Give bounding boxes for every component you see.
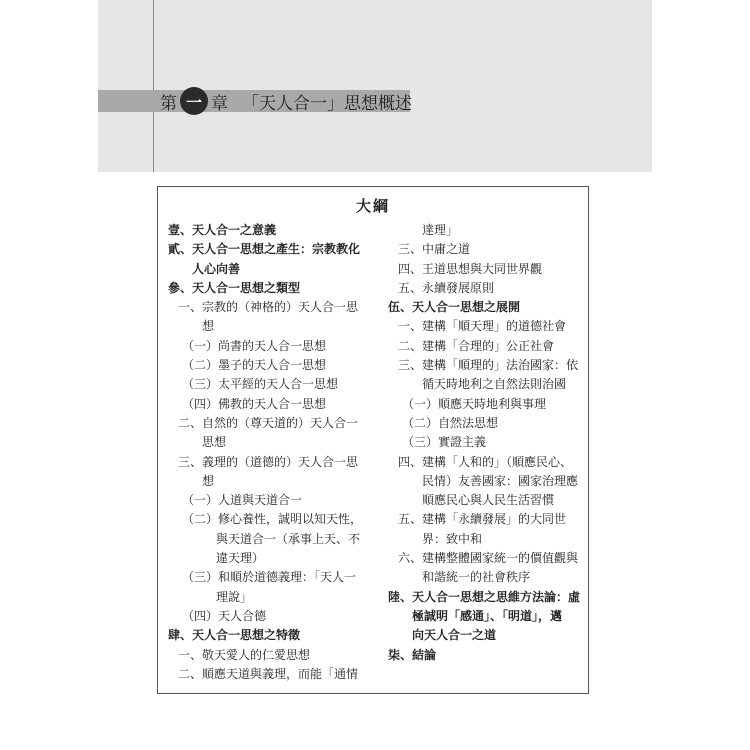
- outline-line: 一、宗教的（神格的）天人合一思: [178, 300, 359, 315]
- outline-line: 三、義理的（道德的）天人合一思: [178, 454, 359, 469]
- outline-line: 理說」: [216, 589, 253, 604]
- outline-line: （三）和順於道德義理：「天人一: [182, 570, 357, 585]
- outline-line: 違天理）: [216, 551, 265, 566]
- outline-line: 一、敬天愛人的仁愛思想: [178, 647, 311, 662]
- outline-right-column: [388, 221, 584, 665]
- outline-line: 貳、天人合一思想之產生：宗教教化: [168, 242, 361, 257]
- outline-line: （四）佛教的天人合一思想: [182, 396, 327, 411]
- header-vertical-rule: [153, 0, 154, 172]
- outline-line: 四、建構「人和的」（順應民心、: [398, 454, 573, 469]
- outline-line: 陸、天人合一思想之思維方法論：虛: [388, 589, 581, 604]
- outline-box: [157, 186, 589, 694]
- outline-line: 三、建構「順理的」法治國家：依: [398, 358, 579, 373]
- chapter-title: 「天人合一」思想概述: [242, 93, 412, 114]
- outline-line: 達理」: [422, 223, 459, 237]
- outline-line: （四）天人合德: [182, 608, 267, 623]
- outline-line: 界：致中和: [422, 531, 483, 546]
- outline-line: 參、天人合一思想之類型: [168, 280, 301, 295]
- outline-line: 思想: [202, 435, 227, 450]
- outline-line: 柒、結論: [388, 647, 437, 662]
- outline-line: （二）自然法思想: [402, 415, 499, 430]
- chapter-prefix: 第: [160, 93, 177, 114]
- outline-line: 二、建構「合理的」公正社會: [398, 338, 555, 353]
- outline-line: 順應民心與人民生活習慣: [422, 493, 555, 508]
- outline-line: （一）順應天時地利與事理: [402, 396, 547, 411]
- outline-line: 與天道合一（承事上天、不: [216, 531, 361, 546]
- chapter-number-badge: 一: [180, 87, 208, 115]
- outline-line: 極誠明「感通」、「明道」，邁: [412, 608, 563, 623]
- chapter-suffix: 章: [211, 93, 228, 114]
- outline-line: 五、建構「永續發展」的大同世: [398, 512, 567, 527]
- outline-line: 人心向善: [192, 261, 241, 276]
- outline-line: 向天人合一之道: [412, 628, 497, 643]
- outline-line: （二）墨子的天人合一思想: [182, 358, 327, 373]
- chapter-header-band: [98, 0, 652, 172]
- outline-line: 想: [202, 473, 215, 488]
- outline-line: （三）實證主義: [402, 435, 487, 450]
- outline-line: 四、王道思想與大同世界觀: [398, 261, 543, 276]
- outline-line: （三）太平經的天人合一思想: [182, 377, 339, 392]
- outline-line: （一）人道與天道合一: [182, 493, 303, 508]
- outline-line: 循天時地利之自然法則治國: [422, 377, 567, 392]
- outline-line: 二、順應天道與義理，而能「通情: [178, 666, 359, 681]
- outline-line: 想: [202, 319, 215, 334]
- outline-line: 民情）友善國家：國家治理應: [422, 473, 579, 488]
- outline-line: 六、建構整體國家統一的價值觀與: [398, 551, 579, 566]
- outline-line: 三、中庸之道: [398, 242, 471, 257]
- outline-line: （一）尚書的天人合一思想: [182, 338, 327, 353]
- outline-left-column: [168, 221, 368, 684]
- outline-line: 二、自然的（尊天道的）天人合一: [178, 415, 359, 430]
- outline-line: 伍、天人合一思想之展開: [388, 300, 521, 315]
- outline-line: 五、永續發展原則: [398, 280, 495, 295]
- outline-line: 一、建構「順天理」的道德社會: [398, 319, 567, 334]
- chapter-heading: [160, 88, 412, 114]
- outline-line: 肆、天人合一思想之特徵: [168, 628, 301, 643]
- outline-title: 大綱: [355, 197, 390, 215]
- outline-line: （二）修心養性，誠明以知天性，: [182, 512, 363, 527]
- outline-line: 壹、天人合一之意義: [168, 223, 277, 237]
- outline-line: 和諧統一的社會秩序: [422, 570, 531, 585]
